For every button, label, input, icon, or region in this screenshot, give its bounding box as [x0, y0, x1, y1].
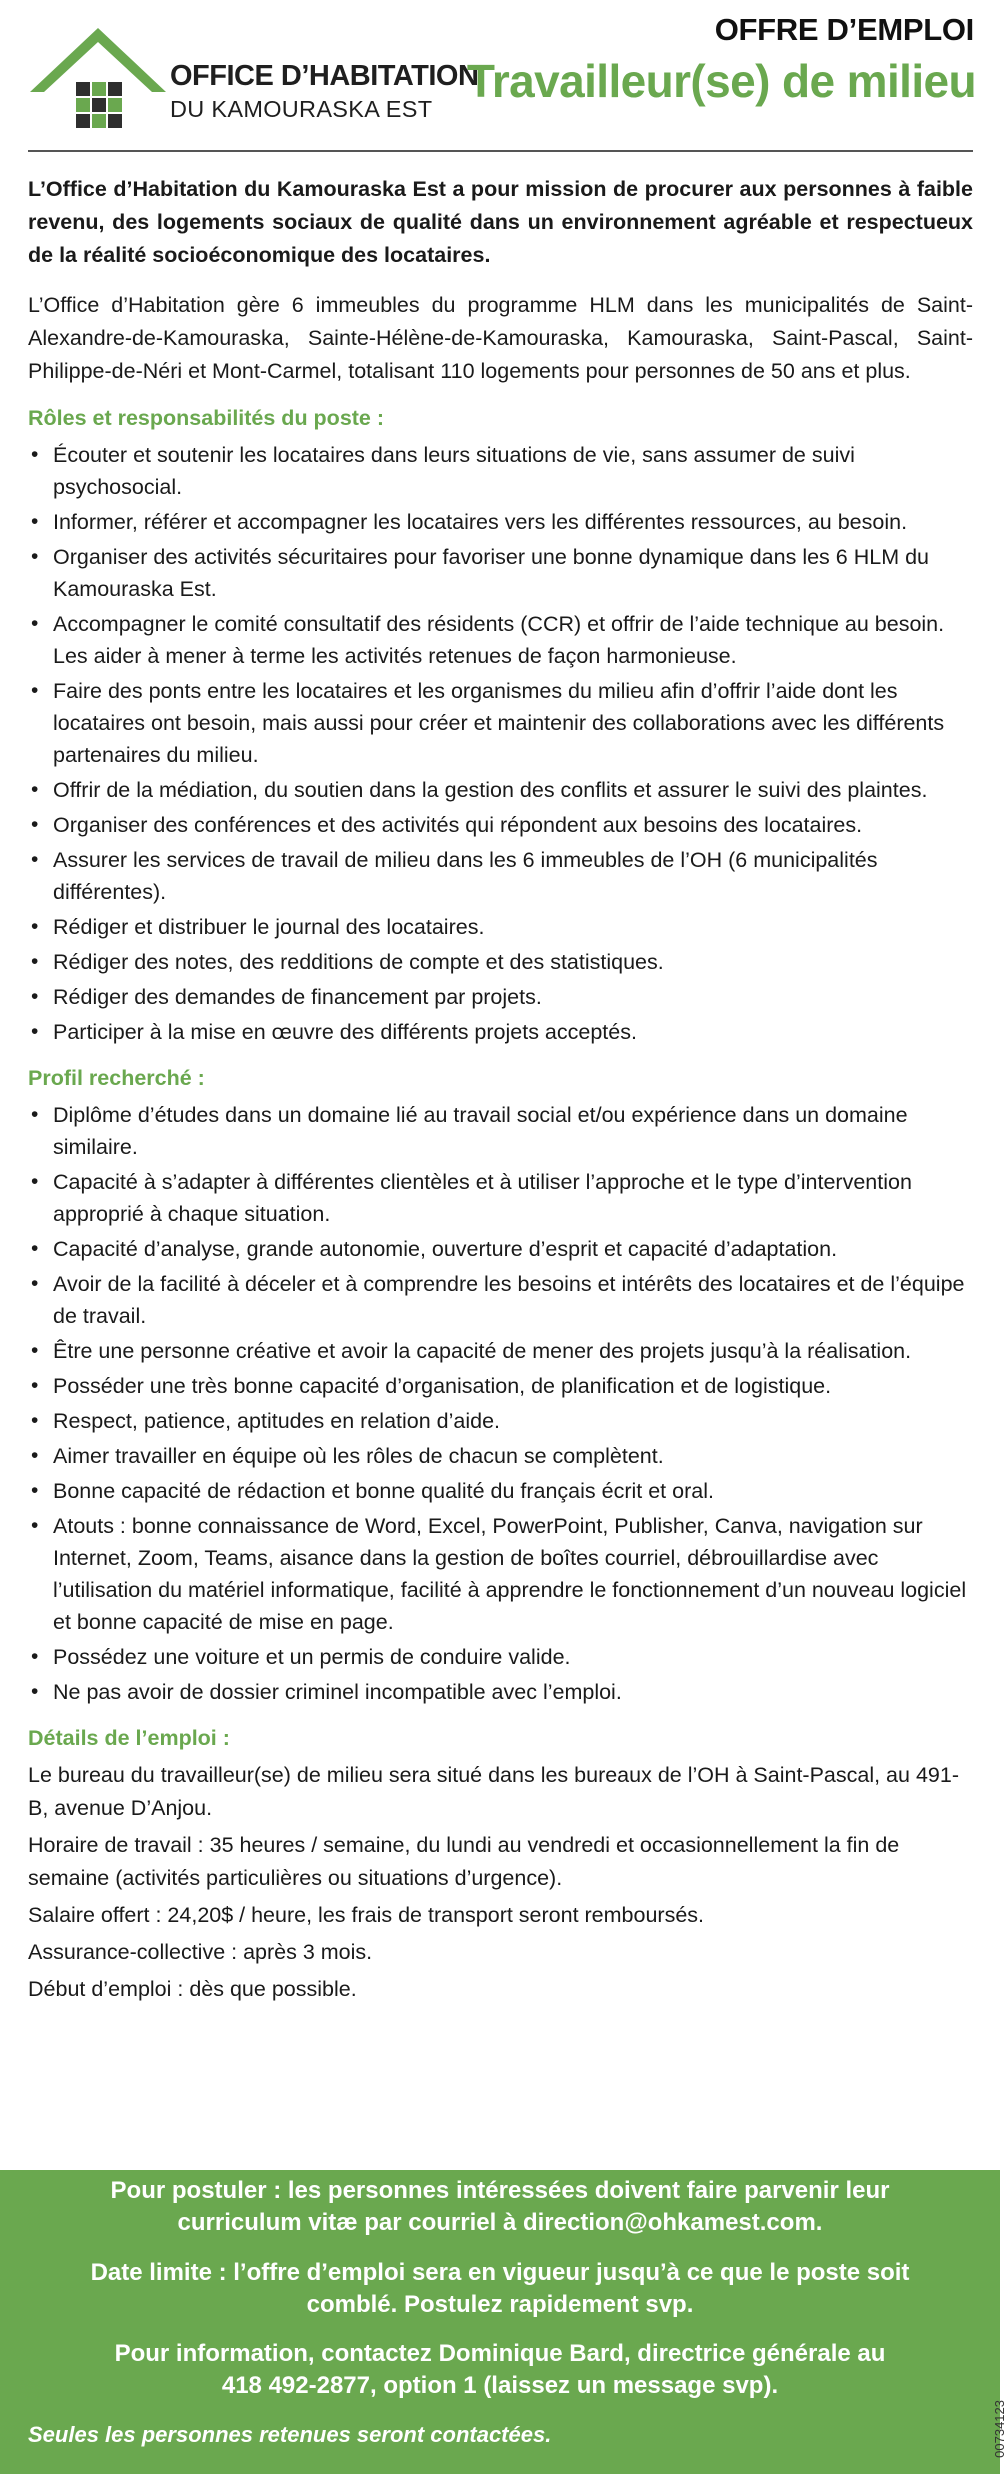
- job-title: Travailleur(se) de milieu: [466, 55, 976, 107]
- roles-list: [28, 439, 973, 1048]
- list-item-text: Capacité d’analyse, grande autonomie, ouverture d’esprit et capacité d’adaptation.: [53, 1237, 838, 1261]
- details-block: [28, 1759, 973, 2006]
- list-item: • Atouts : bonne connaissance de Word, Excel, PowerPoint, Publisher, Canva, navigation sur Internet, Zoom, Teams, aisance dans la gestion de boîtes courriel, débrouillardise avec l’utilisation du matériel informatique, facilité à apprendre le fonctionnement d’un nouveau logiciel et bonne capacité de mise en page.: [31, 1514, 967, 1634]
- list-item-text: Informer, référer et accompagner les locataires vers les différentes ressources, au besoin.: [53, 510, 908, 534]
- main-content: [28, 173, 973, 2010]
- list-item: • Possédez une voiture et un permis de conduire valide.: [31, 1645, 571, 1669]
- list-item: • Offrir de la médiation, du soutien dans la gestion des conflits et assurer le suivi des plaintes.: [31, 778, 928, 802]
- list-item-text: Assurer les services de travail de milieu dans les 6 immeubles de l’OH (6 municipalités différentes).: [53, 848, 878, 904]
- details-insurance: Assurance-collective : après 3 mois.: [28, 1940, 373, 1964]
- list-item-text: Posséder une très bonne capacité d’organisation, de planification et de logistique.: [53, 1374, 832, 1398]
- list-item: • Bonne capacité de rédaction et bonne qualité du français écrit et oral.: [31, 1479, 714, 1503]
- intro-description: L’Office d’Habitation gère 6 immeubles du programme HLM dans les municipalités de Saint-Alexandre-de-Kamouraska, Sainte-Hélène-de-Kamouraska, Kamouraska, Saint-Pascal, Saint-Philippe-de-Néri et Mont-Carmel, totalisant 110 logements pour personnes de 50 ans et plus.: [28, 293, 973, 383]
- list-item-text: Aimer travailler en équipe où les rôles de chacun se complètent.: [53, 1444, 664, 1468]
- list-item-text: Être une personne créative et avoir la capacité de mener des projets jusqu’à la réalisation.: [53, 1339, 912, 1363]
- list-item: • Capacité d’analyse, grande autonomie, ouverture d’esprit et capacité d’adaptation.: [31, 1237, 838, 1261]
- details-start: Début d’emploi : dès que possible.: [28, 1977, 357, 2001]
- logo-name-line1: OFFICE D’HABITATION: [170, 60, 479, 92]
- list-item: • Organiser des activités sécuritaires pour favoriser une bonne dynamique dans les 6 HLM du Kamouraska Est.: [31, 545, 929, 601]
- list-item: • Diplôme d’études dans un domaine lié au travail social et/ou expérience dans un domaine similaire.: [31, 1103, 908, 1159]
- list-item: • Aimer travailler en équipe où les rôles de chacun se complètent.: [31, 1444, 664, 1468]
- roles-heading: Rôles et responsabilités du poste :: [28, 406, 385, 430]
- list-item-text: Rédiger des notes, des redditions de compte et des statistiques.: [53, 950, 664, 974]
- contact-line-2: 418 492-2877, option 1 (laissez un message svp).: [221, 2372, 779, 2399]
- details-location: Le bureau du travailleur(se) de milieu sera situé dans les bureaux de l’OH à Saint-Pascal, au 491-B, avenue D’Anjou.: [28, 1763, 959, 1820]
- list-item: • Organiser des conférences et des activités qui répondent aux besoins des locataires.: [31, 813, 863, 837]
- list-item-text: Ne pas avoir de dossier criminel incompatible avec l’emploi.: [53, 1680, 622, 1704]
- list-item-text: Accompagner le comité consultatif des résidents (CCR) et offrir de l’aide technique au besoin. Les aider à mener à terme les activités retenues de façon harmonieuse.: [53, 612, 945, 668]
- header: [0, 0, 1000, 150]
- list-item-text: Organiser des conférences et des activités qui répondent aux besoins des locataires.: [53, 813, 863, 837]
- list-item-text: Atouts : bonne connaissance de Word, Excel, PowerPoint, Publisher, Canva, navigation sur Internet, Zoom, Teams, aisance dans la gestion de boîtes courriel, débrouillardise avec l’utilisation du matériel informatique, facilité à apprendre le fonctionnement d’un nouveau logiciel et bonne capacité de mise en page.: [53, 1514, 967, 1634]
- list-item-text: Bonne capacité de rédaction et bonne qualité du français écrit et oral.: [53, 1479, 714, 1503]
- details-salary: Salaire offert : 24,20$ / heure, les frais de transport seront remboursés.: [28, 1903, 705, 1927]
- list-item: • Avoir de la facilité à déceler et à comprendre les besoins et intérêts des locataires et de l’équipe de travail.: [31, 1272, 965, 1328]
- list-item: • Ne pas avoir de dossier criminel incompatible avec l’emploi.: [31, 1680, 622, 1704]
- list-item-text: Participer à la mise en œuvre des différents projets acceptés.: [53, 1020, 637, 1044]
- list-item-text: Offrir de la médiation, du soutien dans la gestion des conflits et assurer le suivi des plaintes.: [53, 778, 928, 802]
- logo: [28, 24, 479, 134]
- list-item: • Assurer les services de travail de milieu dans les 6 immeubles de l’OH (6 municipalités différentes).: [31, 848, 878, 904]
- list-item: • Rédiger des notes, des redditions de compte et des statistiques.: [31, 950, 664, 974]
- details-schedule: Horaire de travail : 35 heures / semaine, du lundi au vendredi et occasionnellement la fin de semaine (activités particulières ou situations d’urgence).: [28, 1833, 900, 1890]
- intro-mission: L’Office d’Habitation du Kamouraska Est a pour mission de procurer aux personnes à faible revenu, des logements sociaux de qualité dans un environnement agréable et respectueux de la réalité socioéconomique des locataires.: [28, 177, 973, 267]
- list-item: • Posséder une très bonne capacité d’organisation, de planification et de logistique.: [31, 1374, 832, 1398]
- list-item-text: Possédez une voiture et un permis de conduire valide.: [53, 1645, 571, 1669]
- apply-line-1: Pour postuler : les personnes intéressées doivent faire parvenir leur: [110, 2177, 890, 2204]
- profile-list: [28, 1099, 973, 1708]
- profile-heading: Profil recherché :: [28, 1066, 205, 1090]
- deadline-line-1: Date limite : l’offre d’emploi sera en vigueur jusqu’à ce que le poste soit: [90, 2259, 910, 2286]
- list-item: • Rédiger des demandes de financement par projets.: [31, 985, 542, 1009]
- details-heading: Détails de l’emploi :: [28, 1726, 230, 1750]
- reference-code: 00734123: [992, 2400, 1007, 2458]
- list-item: • Participer à la mise en œuvre des différents projets acceptés.: [31, 1020, 637, 1044]
- logo-name-line2: DU KAMOURASKA EST: [170, 96, 433, 122]
- apply-line-2: curriculum vitæ par courriel à direction@ohkamest.com.: [177, 2209, 823, 2236]
- list-item-text: Avoir de la facilité à déceler et à comprendre les besoins et intérêts des locataires et de l’équipe de travail.: [53, 1272, 965, 1328]
- header-divider: [28, 150, 973, 152]
- contact-line-1: Pour information, contactez Dominique Bard, directrice générale au: [114, 2340, 886, 2367]
- list-item-text: Écouter et soutenir les locataires dans leurs situations de vie, sans assumer de suivi psychosocial.: [53, 443, 855, 499]
- footer-note: Seules les personnes retenues seront contactées.: [28, 2422, 552, 2447]
- list-item-text: Respect, patience, aptitudes en relation d’aide.: [53, 1409, 501, 1433]
- list-item: • Rédiger et distribuer le journal des locataires.: [31, 915, 485, 939]
- list-item: • Accompagner le comité consultatif des résidents (CCR) et offrir de l’aide technique au besoin. Les aider à mener à terme les activités retenues de façon harmonieuse.: [31, 612, 945, 668]
- list-item-text: Rédiger et distribuer le journal des locataires.: [53, 915, 485, 939]
- list-item: • Respect, patience, aptitudes en relation d’aide.: [31, 1409, 501, 1433]
- offer-label: OFFRE D’EMPLOI: [714, 12, 974, 47]
- list-item: • Capacité à s’adapter à différentes clientèles et à utiliser l’approche et le type d’intervention approprié à chaque situation.: [31, 1170, 912, 1226]
- list-item: • Faire des ponts entre les locataires et les organismes du milieu afin d’offrir l’aide dont les locataires ont besoin, mais aussi pour créer et maintenir des collaborations avec les différents partenaires du milieu.: [31, 679, 945, 767]
- list-item: • Être une personne créative et avoir la capacité de mener des projets jusqu’à la réalisation.: [31, 1339, 912, 1363]
- list-item-text: Rédiger des demandes de financement par projets.: [53, 985, 542, 1009]
- deadline-line-2: comblé. Postulez rapidement svp.: [306, 2291, 694, 2318]
- list-item: • Écouter et soutenir les locataires dans leurs situations de vie, sans assumer de suivi psychosocial.: [31, 443, 855, 499]
- list-item: • Informer, référer et accompagner les locataires vers les différentes ressources, au besoin.: [31, 510, 908, 534]
- list-item-text: Capacité à s’adapter à différentes clientèles et à utiliser l’approche et le type d’intervention approprié à chaque situation.: [53, 1170, 912, 1226]
- house-logo-icon: [28, 24, 168, 134]
- list-item-text: Diplôme d’études dans un domaine lié au travail social et/ou expérience dans un domaine similaire.: [53, 1103, 908, 1159]
- list-item-text: Organiser des activités sécuritaires pour favoriser une bonne dynamique dans les 6 HLM du Kamouraska Est.: [53, 545, 929, 601]
- footer-banner: [0, 2170, 1000, 2474]
- list-item-text: Faire des ponts entre les locataires et les organismes du milieu afin d’offrir l’aide dont les locataires ont besoin, mais aussi pour créer et maintenir des collaborations avec les différents partenaires du milieu.: [53, 679, 945, 767]
